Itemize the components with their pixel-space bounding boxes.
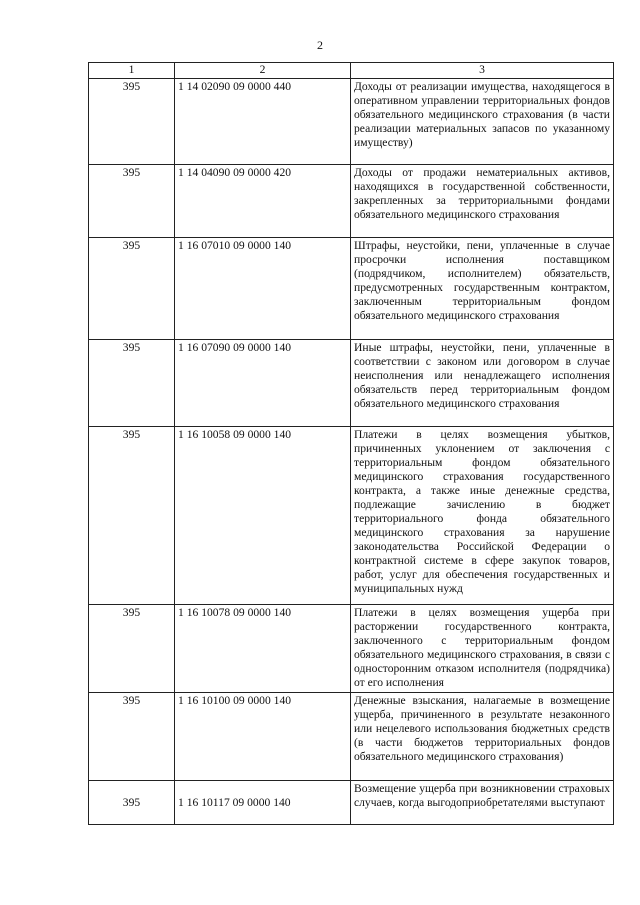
budget-code-cell: 1 16 10078 09 0000 140 [175,605,351,693]
table-row [89,165,614,238]
budget-code-cell: 1 16 07090 09 0000 140 [175,340,351,427]
table-row [89,693,614,781]
table-row [89,605,614,693]
revenue-name-cell: Доходы от реализации имущества, находящегося в оперативном управлении территориальных фондов обязательного медицинского страхования (в части реализации материальных запасов по указанному имуществу) [351,79,614,165]
table-row [89,238,614,340]
budget-code-cell: 1 14 04090 09 0000 420 [175,165,351,238]
revenue-name-cell: Иные штрафы, неустойки, пени, уплаченные в соответствии с законом или договором в случае неисполнения или ненадлежащего исполнения обязательств перед территориальным фондом обязательного медицинского страхования [351,340,614,427]
admin-code-cell: 395 [89,427,175,605]
revenue-name-cell: Платежи в целях возмещения ущерба при расторжении государственного контракта, заключенного с территориальным фондом обязательного медицинского страхования, в связи с односторонним отказом исполнителя (подрядчика) от его исполнения [351,605,614,693]
admin-code-cell: 395 [89,165,175,238]
revenue-name-cell: Возмещение ущерба при возникновении страховых случаев, когда выгодоприобретателями выступают [351,781,614,825]
table-header-row [89,63,614,79]
table-row [89,427,614,605]
column-header: 2 [175,63,351,79]
revenue-name-cell: Доходы от продажи нематериальных активов, находящихся в государственной собственности, закрепленных за территориальными фондами обязательного медицинского страхования [351,165,614,238]
table-row [89,79,614,165]
admin-code-cell: 395 [89,340,175,427]
column-header: 3 [351,63,614,79]
budget-code-cell: 1 16 10058 09 0000 140 [175,427,351,605]
admin-code-cell: 395 [89,605,175,693]
budget-code-cell: 1 14 02090 09 0000 440 [175,79,351,165]
revenue-name-cell: Денежные взыскания, налагаемые в возмещение ущерба, причиненного в результате незаконного или нецелевого использования бюджетных средств (в части бюджетов территориальных фондов обязательного медицинского страхования) [351,693,614,781]
revenue-name-cell: Штрафы, неустойки, пени, уплаченные в случае просрочки исполнения поставщиком (подрядчиком, исполнителем) обязательств, предусмотренных государственным контрактом, заключенным территориальным фондом обязательного медицинского страхования [351,238,614,340]
page-number: 2 [317,38,323,52]
budget-code-cell: 1 16 10117 09 0000 140 [175,781,351,825]
table-row [89,781,614,825]
admin-code-cell: 395 [89,79,175,165]
table-row [89,340,614,427]
revenue-name-cell: Платежи в целях возмещения убытков, причиненных уклонением от заключения с территориальным фондом обязательного медицинского страхования государственного контракта, а также иные денежные средства, подлежащие зачислению в бюджет территориального фонда обязательного медицинского страхования за нарушение законодательства Российской Федерации о контрактной системе в сфере закупок товаров, работ, услуг для обеспечения государственных и муниципальных нужд [351,427,614,605]
revenue-codes-table [88,62,614,825]
column-header: 1 [89,63,175,79]
admin-code-cell: 395 [89,238,175,340]
budget-code-cell: 1 16 07010 09 0000 140 [175,238,351,340]
admin-code-cell: 395 [89,781,175,825]
admin-code-cell: 395 [89,693,175,781]
budget-code-cell: 1 16 10100 09 0000 140 [175,693,351,781]
